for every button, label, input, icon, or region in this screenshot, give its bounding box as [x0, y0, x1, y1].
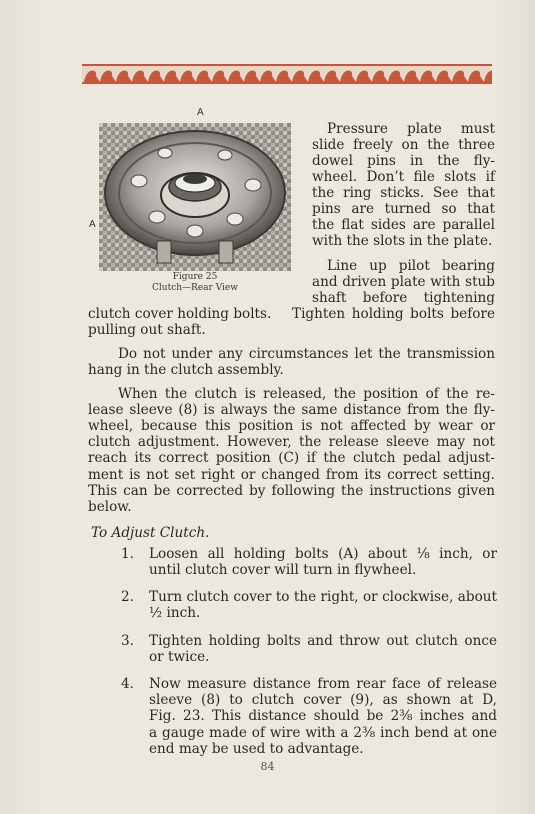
clutch-figure	[89, 107, 291, 307]
paragraph-line: lease sleeve (8) is always the same distance from the fly-	[88, 402, 495, 419]
right-column-line: pins are turned so that	[312, 201, 495, 217]
paragraph-line: reach its correct position (C) if the clutch pedal adjust-	[88, 450, 495, 467]
step-text-line: Now measure distance from rear face of release	[149, 676, 497, 692]
paragraph-line: When the clutch is released, the position of the re-	[118, 386, 495, 402]
right-column-line: the ring sticks. See that	[312, 185, 495, 201]
paragraph-line: clutch adjustment. However, the release sleeve may not	[88, 434, 495, 451]
wrap-line-right: Tighten holding bolts before	[292, 306, 495, 322]
figure-label-a-left: A	[89, 219, 96, 230]
clutch-photo	[99, 123, 291, 271]
step-number: 3.	[121, 633, 134, 649]
right-column-line: Pressure plate must	[327, 121, 495, 137]
right-column-line: with the slots in the plate.	[312, 233, 493, 249]
right-column-line: and driven plate with stub	[312, 274, 495, 290]
step-text-line: Turn clutch cover to the right, or clockwise, about	[149, 589, 497, 605]
figure-caption-title: Clutch—Rear View	[152, 283, 238, 293]
figure-label-a-top: A	[197, 107, 204, 118]
step-text-line: a gauge made of wire with a 2⅜ inch bend at one	[149, 724, 497, 741]
paragraph-line: below.	[88, 498, 132, 515]
right-column-line: dowel pins in the fly-	[312, 153, 495, 169]
step-text-line: Loosen all holding bolts (A) about ⅛ inch, or	[149, 546, 497, 562]
right-column-line: slide freely on the three	[312, 137, 495, 153]
step-text-line: ½ inch.	[149, 605, 201, 622]
right-column-line: Line up pilot bearing	[327, 258, 495, 274]
wrap-line-2: pulling out shaft.	[88, 322, 206, 338]
section-heading: To Adjust Clutch.	[91, 525, 210, 541]
step-text-line: sleeve (8) to clutch cover (9), as shown at D,	[149, 692, 497, 709]
step-number: 2.	[121, 589, 134, 605]
step-text-line: Tighten holding bolts and throw out clutch once	[149, 633, 497, 649]
step-text-line: Fig. 23. This distance should be 2⅜ inches and	[149, 708, 497, 725]
step-text-line: until clutch cover will turn in flywheel.	[149, 562, 417, 579]
right-column-line: the flat sides are parallel	[312, 217, 495, 233]
step-text-line: or twice.	[149, 649, 210, 666]
paragraph-line: hang in the clutch assembly.	[88, 362, 284, 378]
step-text-line: end may be used to advantage.	[149, 740, 364, 757]
step-number: 4.	[121, 676, 134, 692]
ornamental-wave-border	[82, 64, 492, 84]
step-number: 1.	[121, 546, 134, 562]
figure-caption-number: Figure 25	[172, 272, 218, 282]
wrap-line-left: clutch cover holding bolts.	[88, 306, 272, 322]
paragraph-line: wheel, because this position is not affected by wear or	[88, 418, 495, 435]
right-column-line: shaft before tightening	[312, 290, 495, 306]
paragraph-line: Do not under any circumstances let the transmission	[118, 346, 495, 362]
page-number: 84	[260, 760, 275, 773]
paragraph-line: ment is not set right or changed from its correct setting.	[88, 466, 495, 483]
right-column-line: wheel. Don’t file slots if	[312, 169, 495, 185]
paragraph-line: This can be corrected by following the instructions given	[88, 482, 495, 499]
